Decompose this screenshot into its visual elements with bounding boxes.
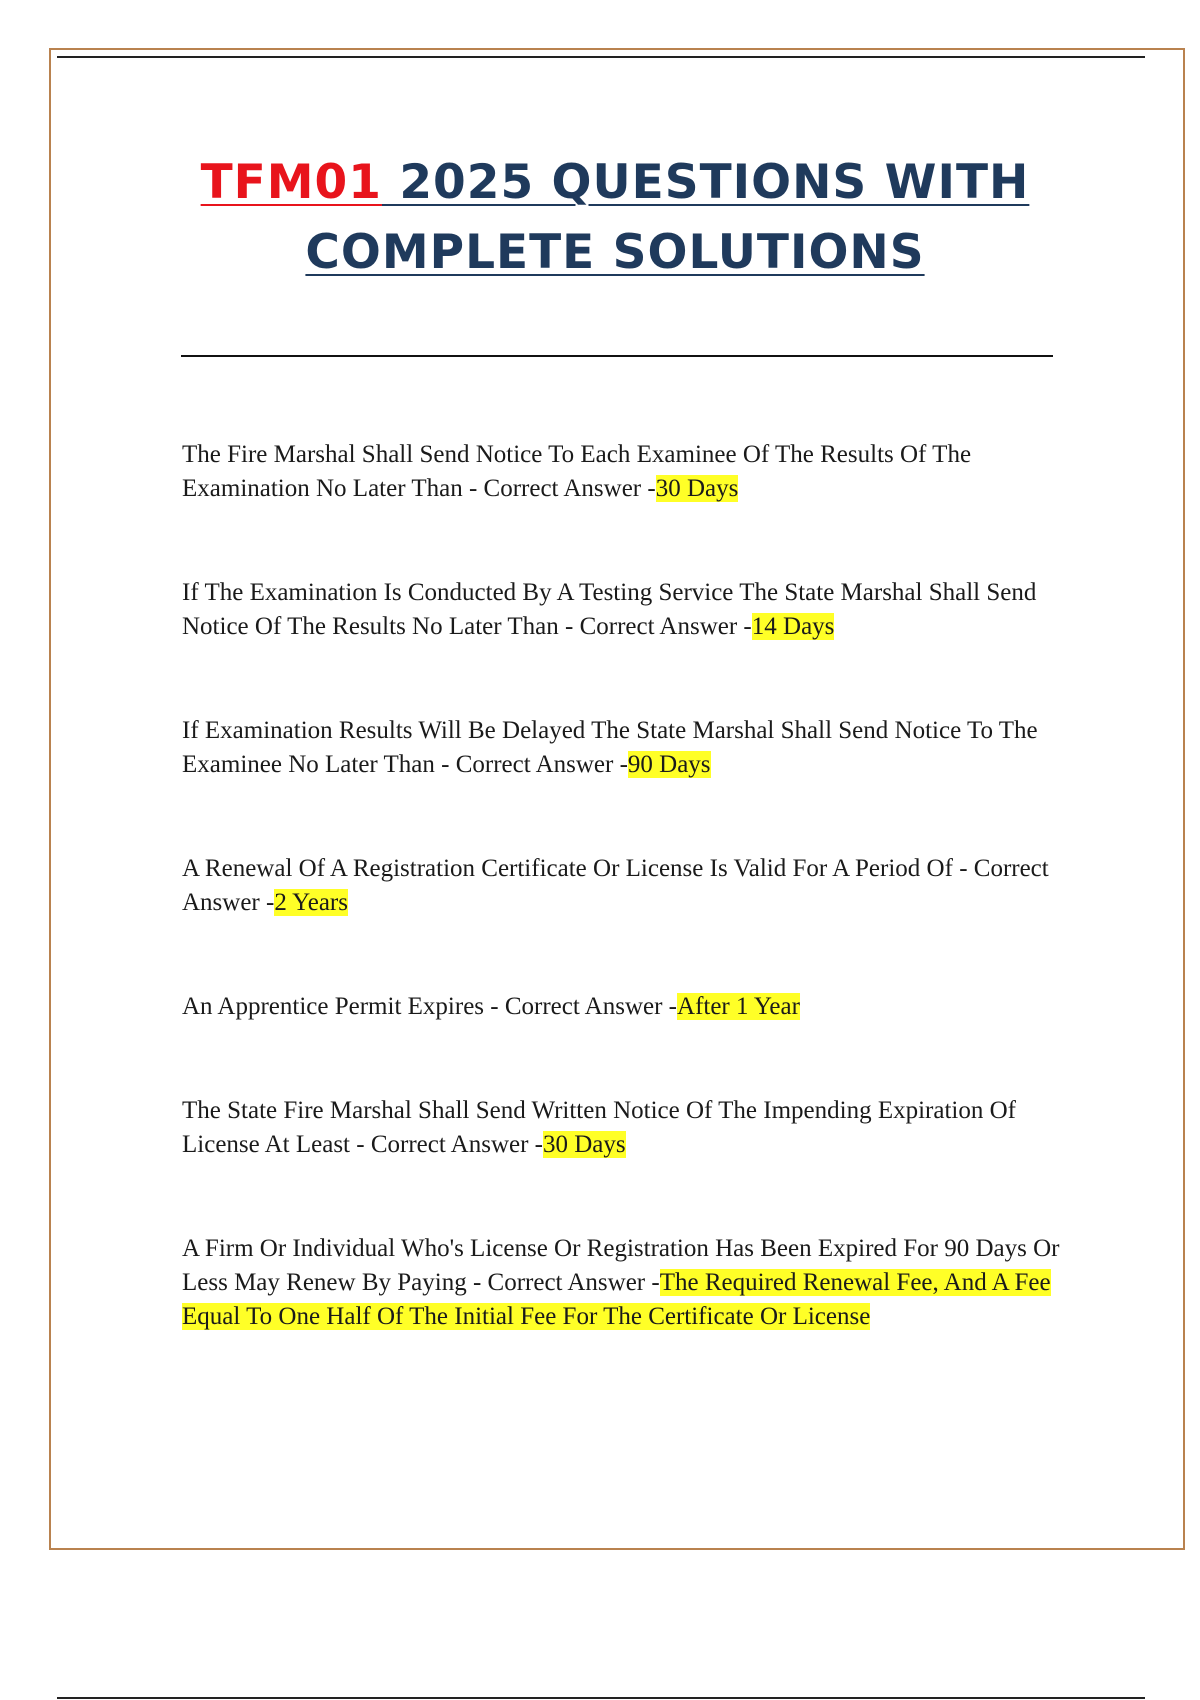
qa-item [182, 852, 1062, 920]
answer-prefix: - Correct Answer - [466, 1269, 660, 1296]
answer-text: 2 Years [274, 889, 348, 916]
question-text: If The Examination Is Conducted By A Testing Service The State Marshal Shall Send Notice Of The Results No Later Than [182, 579, 1037, 640]
title-line-1: 2025 QUESTIONS WITH [381, 155, 1030, 210]
qa-item [182, 990, 1062, 1024]
qa-item [182, 438, 1062, 506]
question-text: The State Fire Marshal Shall Send Written Notice Of The Impending Expiration Of License At Least [182, 1097, 1016, 1158]
title-divider [181, 355, 1053, 357]
answer-text: 14 Days [751, 613, 835, 640]
title-line-2: COMPLETE SOLUTIONS [305, 225, 925, 280]
answer-prefix: - Correct Answer - [182, 855, 1049, 916]
qa-item [182, 714, 1062, 782]
bottom-rule [57, 1697, 1145, 1699]
qa-item [182, 576, 1062, 644]
answer-text: The Required Renewal Fee, And A Fee Equal To One Half Of The Initial Fee For The Certificate Or License [182, 1269, 1051, 1330]
document-title [100, 148, 1130, 288]
answer-prefix: - Correct Answer - [350, 1131, 543, 1158]
question-text: The Fire Marshal Shall Send Notice To Each Examinee Of The Results Of The Examination No Later Than [182, 441, 972, 502]
qa-item [182, 1094, 1062, 1162]
answer-prefix: - Correct Answer - [484, 993, 678, 1020]
answer-text: After 1 Year [677, 993, 800, 1020]
answer-text: 30 Days [655, 475, 739, 502]
top-rule [57, 56, 1145, 58]
question-text: A Renewal Of A Registration Certificate Or License Is Valid For A Period Of [182, 855, 953, 882]
title-code: TFM01 [200, 155, 382, 210]
answer-prefix: - Correct Answer - [462, 475, 656, 502]
qa-item [182, 1232, 1062, 1334]
answer-prefix: - Correct Answer - [434, 751, 628, 778]
answer-text: 90 Days [627, 751, 711, 778]
question-text: A Firm Or Individual Who's License Or Registration Has Been Expired For 90 Days Or Less May Renew By Paying [182, 1235, 1060, 1296]
question-text: An Apprentice Permit Expires [182, 993, 485, 1020]
answer-prefix: - Correct Answer - [558, 613, 752, 640]
qa-list [182, 438, 1062, 1334]
question-text: If Examination Results Will Be Delayed The State Marshal Shall Send Notice To The Examinee No Later Than [182, 717, 1038, 778]
answer-text: 30 Days [543, 1131, 626, 1158]
